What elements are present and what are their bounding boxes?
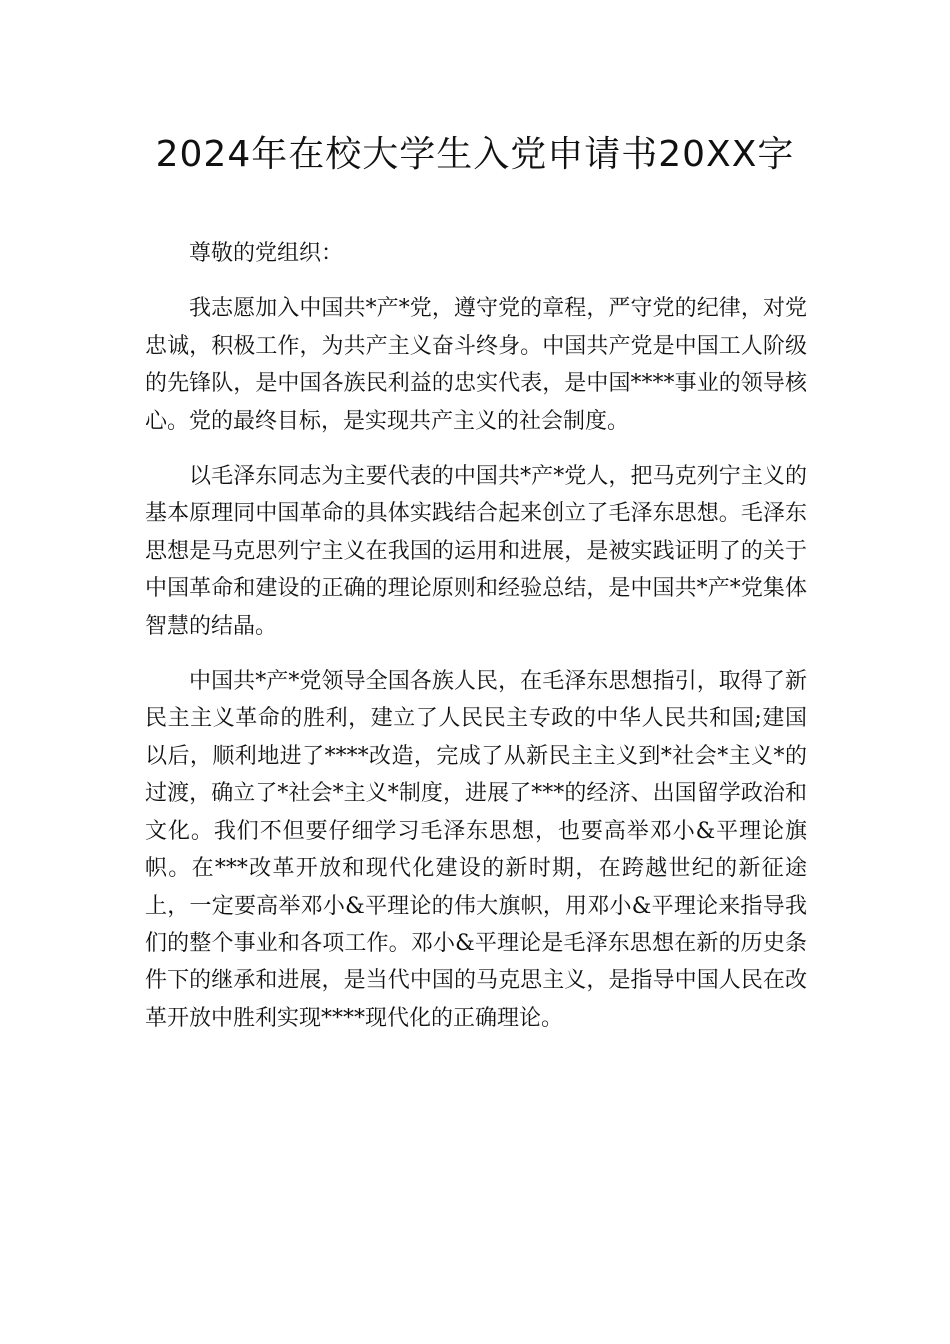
document-title: 2024年在校大学生入党申请书20XX字	[155, 134, 795, 175]
paragraph-3: 中国共*产*党领导全国各族人民，在毛泽东思想指引，取得了新民主主义革命的胜利，建立了人民民主专政的中华人民共和国;建国以后，顺利地进了****改造，完成了从新民主主义到*社会*主义*的过渡，确立了*社会*主义*制度，进展了***的经济、出国留学政治和文化。我们不但要仔细学习毛泽东思想，也要高举邓小&平理论旗帜。在***改革开放和现代化建设的新时期，在跨越世纪的新征途上，一定要高举邓小&平理论的伟大旗帜，用邓小&平理论来指导我们的整个事业和各项工作。邓小&平理论是毛泽东思想在新的历史条件下的继承和进展，是当代中国的马克思主义，是指导中国人民在改革开放中胜利实现****现代化的正确理论。	[145, 669, 807, 1031]
salutation: 尊敬的党组织：	[189, 241, 344, 266]
paragraph-2: 以毛泽东同志为主要代表的中国共*产*党人，把马克列宁主义的基本原理同中国革命的具体实践结合起来创立了毛泽东思想。毛泽东思想是马克思列宁主义在我国的运用和进展，是被实践证明了的关于中国革命和建设的正确的理论原则和经验总结，是中国共*产*党集体智慧的结晶。	[145, 464, 807, 639]
paragraph-1: 我志愿加入中国共*产*党，遵守党的章程，严守党的纪律，对党忠诚，积极工作，为共产主义奋斗终身。中国共产党是中国工人阶级的先锋队，是中国各族民利益的忠实代表，是中国****事业的领导核心。党的最终目标，是实现共产主义的社会制度。	[145, 296, 807, 434]
document-body	[145, 235, 807, 1055]
